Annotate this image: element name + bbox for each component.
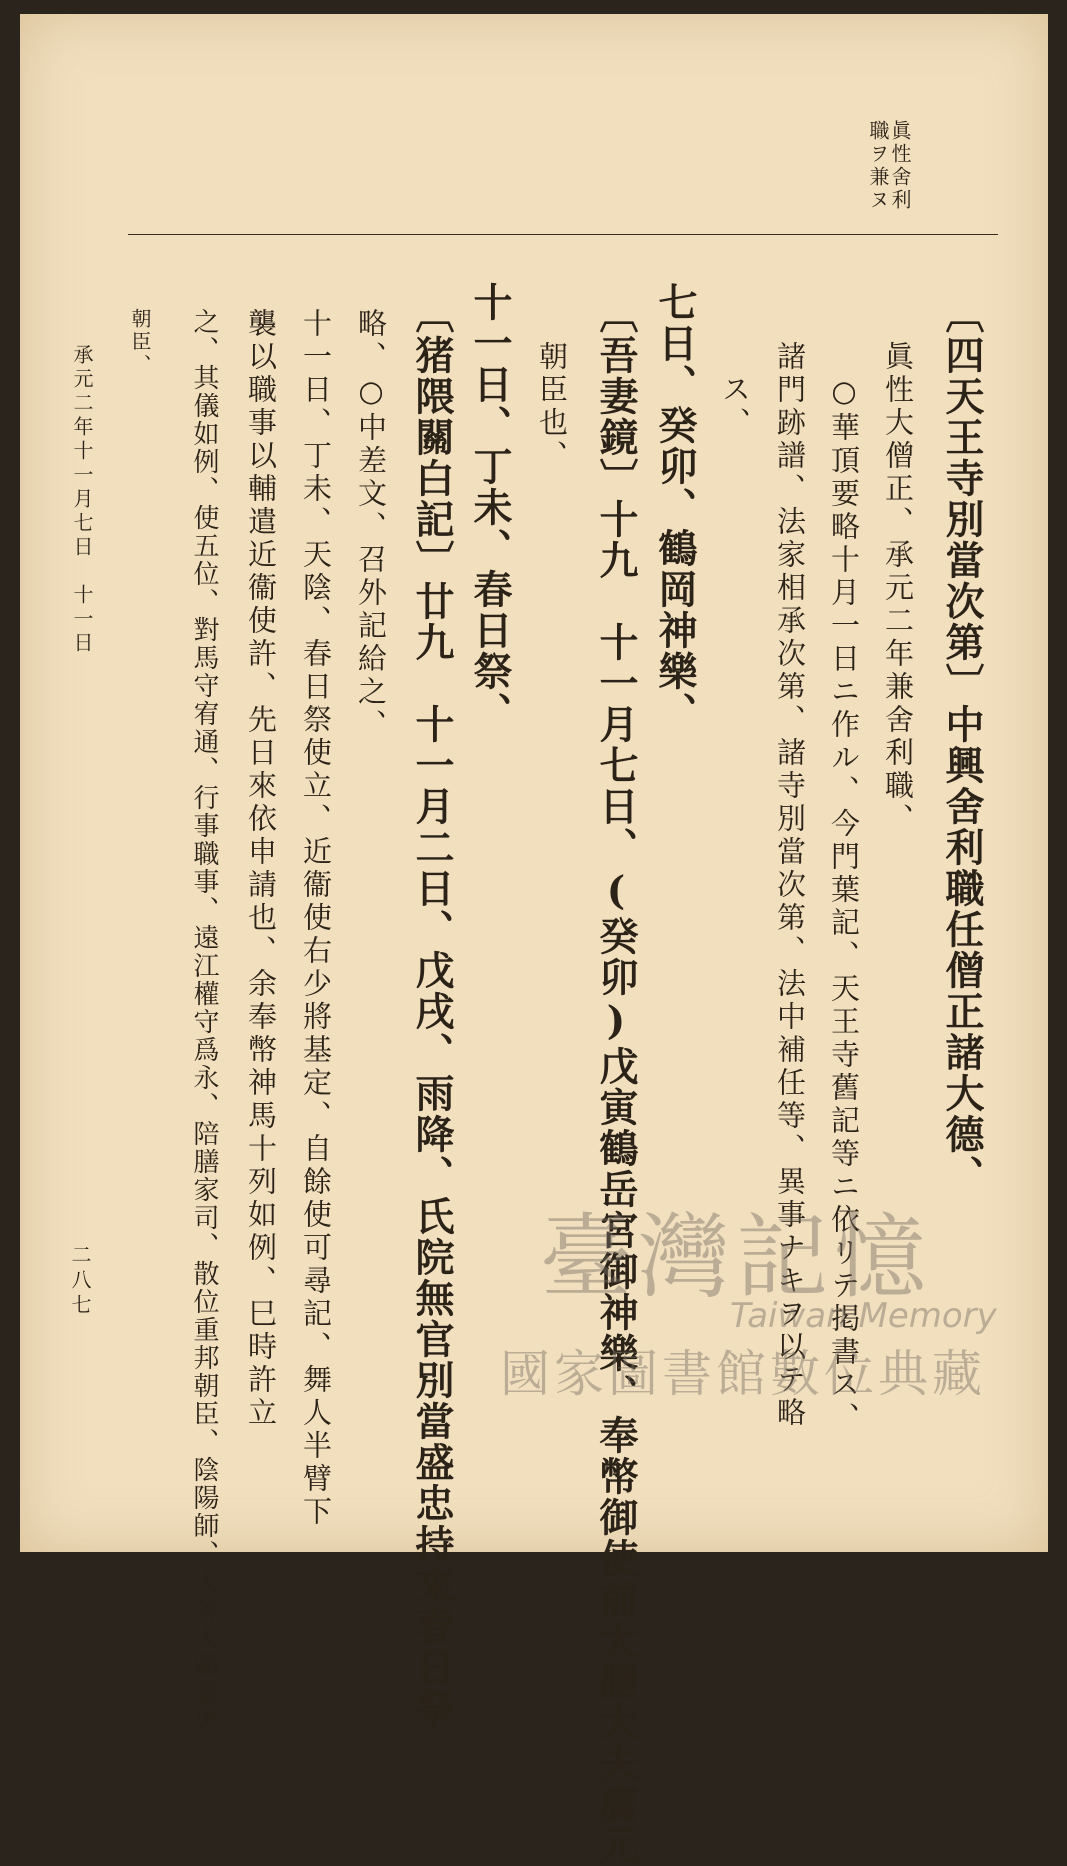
text-column: 〔四天王寺別當次第〕中興舍利職任僧正諸大德、 — [939, 294, 985, 1196]
text-column: 朝臣、 — [128, 308, 152, 377]
text-column: 十一日、丁未、春日祭、 — [467, 282, 513, 733]
watermark-title: 臺灣記憶 — [540, 1204, 933, 1311]
marginal-note-2: 職ヲ兼ヌ — [866, 120, 890, 212]
watermark-subtitle: 國家圖書館數位典藏 — [500, 1345, 986, 1403]
running-footer: 承元二年十一月七日 十一日 — [70, 344, 94, 656]
text-column: 十一日、丁未、天陰、春日祭使立、近衞使右少將基定、自餘使可尋記、舞人半臂下 — [299, 308, 333, 1529]
text-column: ス、 — [718, 308, 752, 440]
text-column: 諸門跡譜、法家相承次第、諸寺別當次第、法中補任等、異事ナキヲ以テ略 — [773, 308, 807, 1430]
watermark-english: Taiwan Memory — [730, 1296, 997, 1336]
text-column: 〔吾妻鏡〕十九 十一月七日、(癸卯)戊寅鶴岳宮御神樂、奉幣御使前大膳大夫廣元 — [593, 294, 639, 1866]
text-column: ○華頂要略十月一日ニ作ル、今門葉記、天王寺舊記等ニ依リテ掲書ス、 — [827, 308, 861, 1435]
text-column: 朝臣也、 — [535, 308, 569, 473]
text-column: 略、○中差文、召外記給之、 — [354, 308, 388, 742]
watermark — [480, 1184, 1000, 1404]
text-column: 之、其儀如例、使五位、對馬守宥通、行事職事、遠江權守爲永、陪膳家司、散位重邦朝臣、陰陽師、大舍人頭泰忠 — [189, 308, 219, 1736]
header-rule — [128, 234, 998, 235]
page-number: 二八七 — [68, 1244, 92, 1319]
document-page — [20, 14, 1048, 1866]
text-column: 〔猪隈關白記〕廿九 十一月二日、戊戌、雨降、氏院無官別當盛忠持來春日祭 — [409, 294, 455, 1729]
text-column: 眞性大僧正、承元二年兼舍利職、 — [881, 308, 915, 836]
marginal-note-1: 眞性舍利 — [888, 120, 912, 212]
text-column: 七日、癸卯、鶴岡神樂、 — [652, 282, 698, 733]
text-column: 襲以職事以輔遣近衞使許、先日來依申請也、余奉幣神馬十列如例、巳時許立 — [244, 308, 278, 1430]
